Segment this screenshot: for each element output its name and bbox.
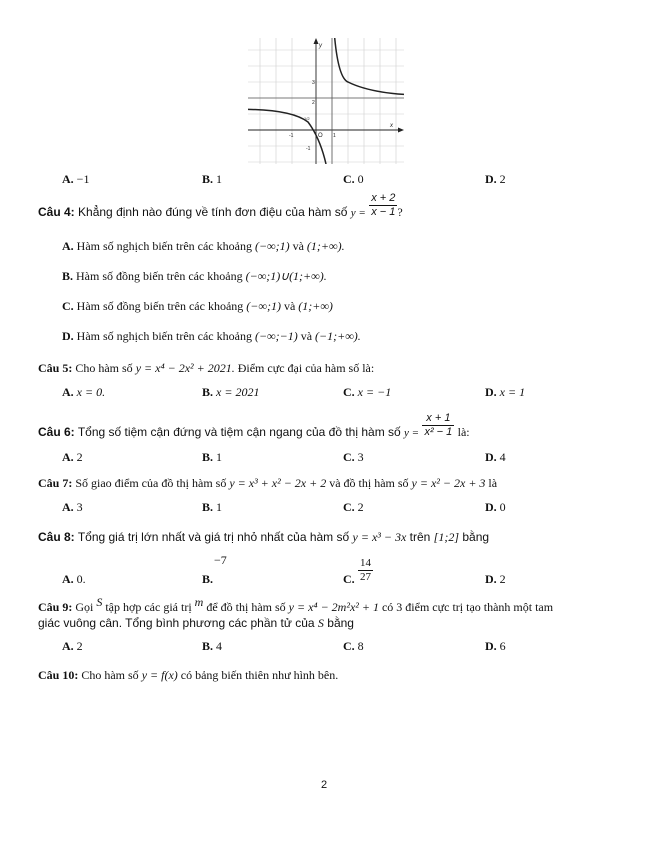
q4-option-a[interactable]: A. Hàm số nghịch biến trên các khoảng (−∞;1) và (1;+∞). bbox=[62, 239, 345, 253]
q5-option-b[interactable]: B. x = 2021 bbox=[202, 385, 260, 399]
q9-question-line1: Câu 9: Gọi S tập hợp các giá trị m để đồ thị hàm số y = x⁴ − 2m²x² + 1 có 3 điểm cực trị tạo thành một tam bbox=[38, 595, 554, 614]
q4-func-lhs: y = bbox=[350, 207, 366, 219]
q8-option-a[interactable]: A. 0. bbox=[62, 572, 86, 586]
q3-option-d[interactable]: D. 2 bbox=[485, 172, 506, 186]
q6-option-a[interactable]: A. 2 bbox=[62, 450, 83, 464]
q7-option-b[interactable]: B. 1 bbox=[202, 500, 223, 514]
q5-option-a[interactable]: A. x = 0. bbox=[62, 385, 106, 399]
q4-fraction: $\frac{x + 2}{x - 1}$ bbox=[371, 192, 396, 219]
graph-origin: O bbox=[318, 133, 323, 139]
q7-option-c[interactable]: C. 2 bbox=[343, 500, 364, 514]
graph-tick-half: 1/2 bbox=[304, 116, 310, 121]
q5-option-d[interactable]: D. x = 1 bbox=[485, 385, 526, 399]
q8-option-b[interactable]: B. −7 bbox=[202, 553, 227, 586]
q4-text: Khẳng định nào đúng về tính đơn điệu của hàm số bbox=[78, 205, 348, 219]
q4-option-b[interactable]: B. Hàm số đồng biến trên các khoảng (−∞;1)∪(1;+∞). bbox=[62, 269, 327, 283]
q9-option-c[interactable]: C. 8 bbox=[343, 639, 364, 653]
graph-tick-neg1-x: -1 bbox=[289, 133, 294, 139]
q4-option-c[interactable]: C. Hàm số đồng biến trên các khoảng (−∞;1) và (1;+∞) bbox=[62, 299, 333, 313]
x-axis-arrow bbox=[398, 128, 404, 133]
graph-tick-neg1-y: -1 bbox=[306, 146, 311, 152]
q6-option-c[interactable]: C. 3 bbox=[343, 450, 364, 464]
q8-option-c[interactable]: C. bbox=[343, 572, 355, 586]
q7-option-a[interactable]: A. 3 bbox=[62, 500, 83, 514]
q9-option-b[interactable]: B. 4 bbox=[202, 639, 223, 653]
graph-tick-1: 1 bbox=[333, 133, 336, 139]
q6-option-d[interactable]: D. 4 bbox=[485, 450, 506, 464]
q5-question: Câu 5: Cho hàm số y = x⁴ − 2x² + 2021. Điểm cực đại của hàm số là: bbox=[38, 361, 375, 375]
graph-label-x: x bbox=[390, 123, 393, 129]
q6-option-b[interactable]: B. 1 bbox=[202, 450, 223, 464]
page-number: 2 bbox=[321, 779, 328, 791]
graph-tick-2: 2 bbox=[312, 100, 315, 106]
q10-question: Câu 10: Cho hàm số y = f(x) có bảng biến thiên như hình bên. bbox=[38, 668, 339, 682]
q8-option-c-fraction: $\frac{14}{27}$ bbox=[360, 557, 371, 583]
q4-option-d[interactable]: D. Hàm số nghịch biến trên các khoảng (−∞;−1) và (−1;+∞). bbox=[62, 329, 361, 343]
q8-question: Câu 8: Tổng giá trị lớn nhất và giá trị nhỏ nhất của hàm số y = x³ − 3x trên [1;2] bằng bbox=[38, 530, 490, 544]
q7-question: Câu 7: Số giao điểm của đồ thị hàm số y = x³ + x² − 2x + 2 và đồ thị hàm số y = x² − 2x + 3 là bbox=[38, 476, 498, 490]
q3-option-a[interactable]: A. −1 bbox=[62, 172, 90, 186]
q3-option-b[interactable]: B. 1 bbox=[202, 172, 223, 186]
graph-grid bbox=[248, 38, 404, 164]
graph-label-y: y bbox=[319, 43, 322, 49]
y-axis-arrow bbox=[314, 38, 319, 44]
q6-fraction: $\frac{x + 1}{\text{x² − 1}}$ bbox=[424, 412, 453, 439]
q9-option-d[interactable]: D. 6 bbox=[485, 639, 506, 653]
q9-question-line2: giác vuông cân. Tổng bình phương các phần tử của S bằng bbox=[38, 616, 354, 630]
q5-option-c[interactable]: C. x = −1 bbox=[343, 385, 392, 399]
q9-option-a[interactable]: A. 2 bbox=[62, 639, 83, 653]
q4-question bbox=[38, 192, 403, 220]
q3-option-c[interactable]: C. 0 bbox=[343, 172, 364, 186]
q8-option-d[interactable]: D. 2 bbox=[485, 572, 506, 586]
q4-head: Câu 4: bbox=[38, 205, 75, 219]
q7-option-d[interactable]: D. 0 bbox=[485, 500, 506, 514]
function-graph bbox=[248, 38, 404, 164]
q4-end: ? bbox=[397, 205, 403, 219]
graph-tick-3: 3 bbox=[312, 80, 315, 86]
q6-question: Câu 6: Tổng số tiệm cận đứng và tiệm cận ngang của đồ thị hàm số y = $\frac{x + 1}{\text{x² − 1}}$ là: bbox=[38, 412, 470, 439]
